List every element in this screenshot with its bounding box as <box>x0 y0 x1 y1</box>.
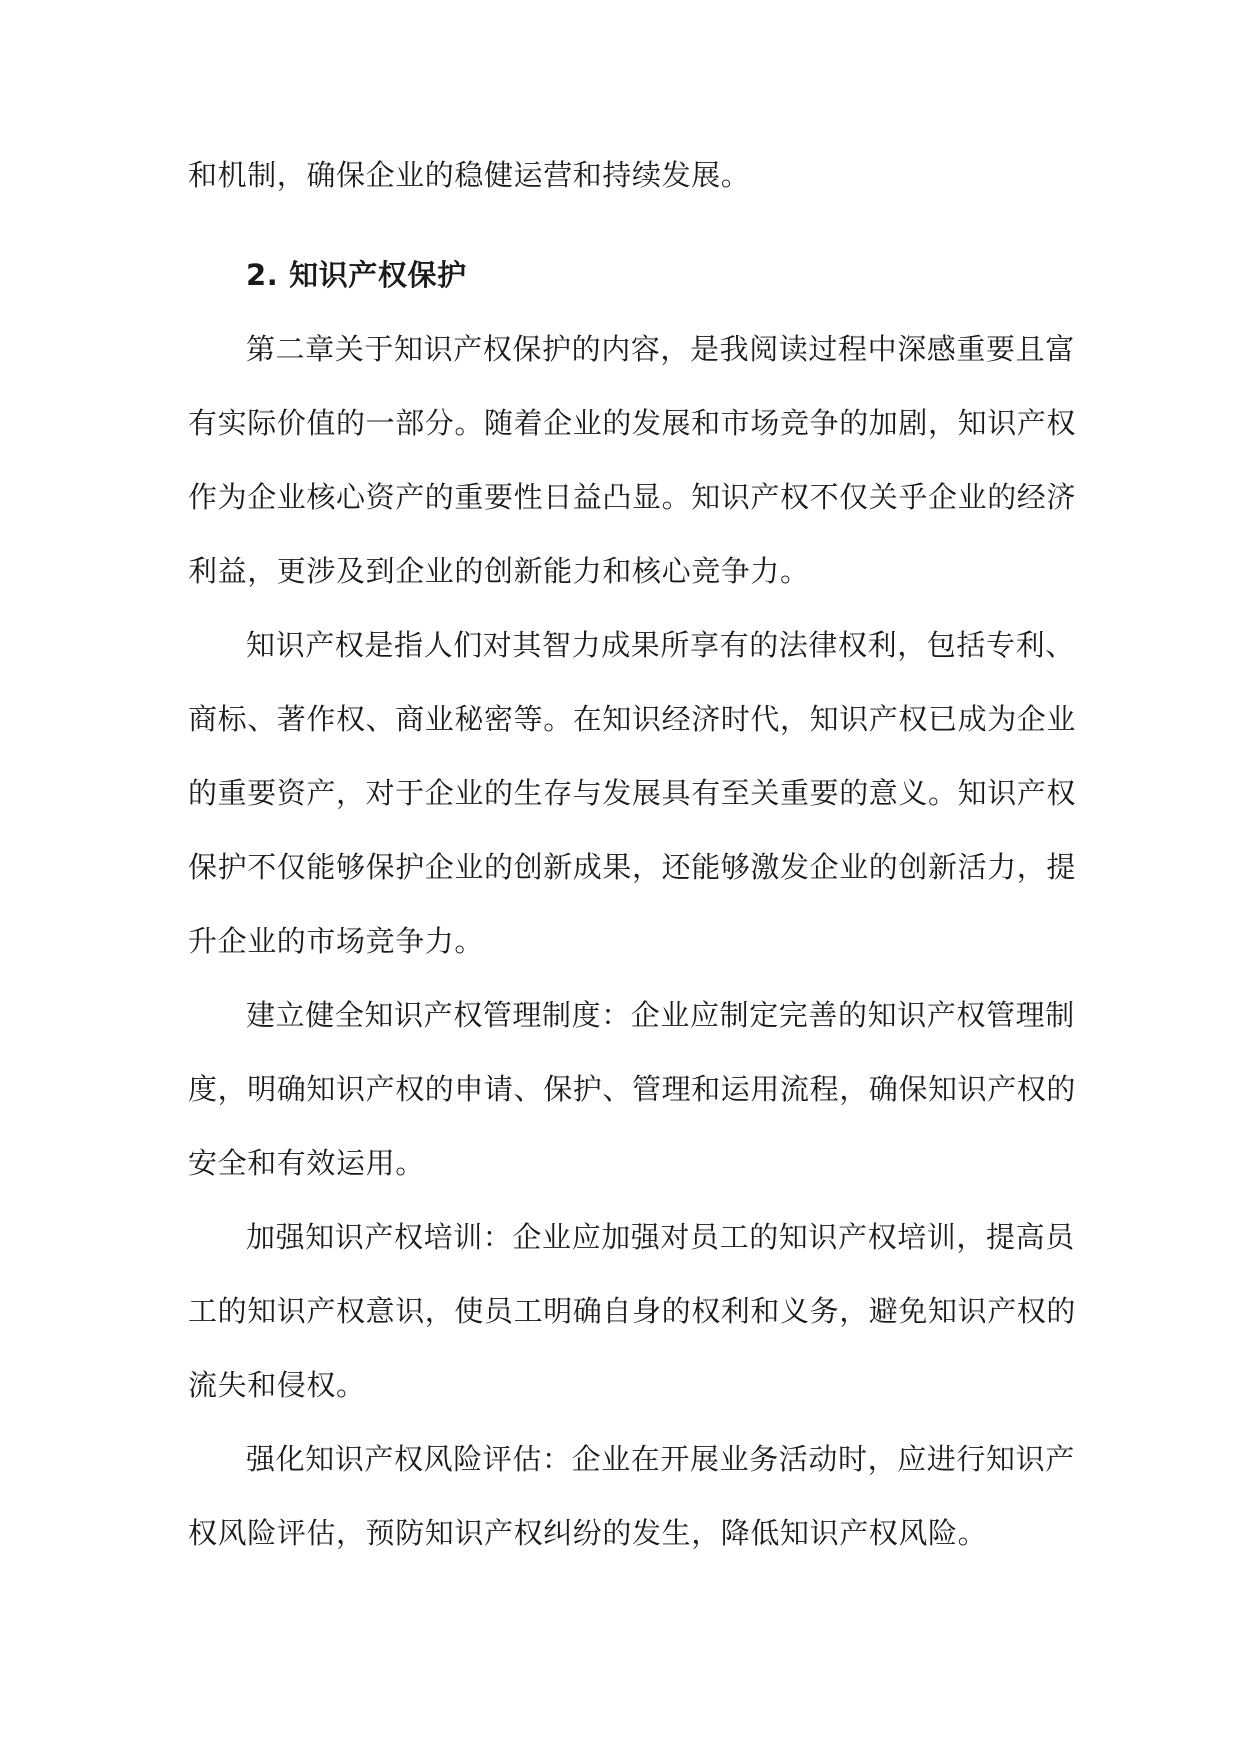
paragraph-line: 有实际价值的一部分。随着企业的发展和市场竞争的加剧，知识产权 <box>188 406 1077 440</box>
paragraph-line: 商标、著作权、商业秘密等。在知识经济时代，知识产权已成为企业 <box>188 702 1077 736</box>
paragraph-line: 知识产权是指人们对其智力成果所享有的法律权利，包括专利、 <box>246 628 1075 662</box>
paragraph-line: 作为企业核心资产的重要性日益凸显。知识产权不仅关乎企业的经济 <box>188 480 1077 514</box>
paragraph-line: 强化知识产权风险评估：企业在开展业务活动时，应进行知识产 <box>246 1442 1075 1476</box>
section-heading: 2. 知识产权保护 <box>246 258 467 292</box>
intro-line: 和机制，确保企业的稳健运营和持续发展。 <box>188 158 751 192</box>
paragraph-line: 权风险评估，预防知识产权纠纷的发生，降低知识产权风险。 <box>188 1516 988 1550</box>
paragraph-line: 第二章关于知识产权保护的内容，是我阅读过程中深感重要且富 <box>246 332 1075 366</box>
paragraph-line: 利益，更涉及到企业的创新能力和核心竞争力。 <box>188 554 810 588</box>
paragraph-line: 建立健全知识产权管理制度：企业应制定完善的知识产权管理制 <box>246 998 1075 1032</box>
paragraph-line: 加强知识产权培训：企业应加强对员工的知识产权培训，提高员 <box>246 1220 1075 1254</box>
paragraph-line: 流失和侵权。 <box>188 1368 366 1402</box>
paragraph-line: 安全和有效运用。 <box>188 1146 425 1180</box>
paragraph-line: 工的知识产权意识，使员工明确自身的权利和义务，避免知识产权的 <box>188 1294 1077 1328</box>
paragraph-line: 保护不仅能够保护企业的创新成果，还能够激发企业的创新活力，提 <box>188 850 1077 884</box>
paragraph-line: 升企业的市场竞争力。 <box>188 924 485 958</box>
paragraph-line: 度，明确知识产权的申请、保护、管理和运用流程，确保知识产权的 <box>188 1072 1077 1106</box>
paragraph-5 <box>188 1422 1075 1570</box>
paragraph-4 <box>188 1200 1077 1422</box>
paragraph-line: 的重要资产，对于企业的生存与发展具有至关重要的意义。知识产权 <box>188 776 1077 810</box>
paragraph-3 <box>188 978 1077 1200</box>
paragraph-1 <box>188 312 1077 608</box>
paragraph-2 <box>188 608 1077 978</box>
document-body <box>188 138 1077 1570</box>
